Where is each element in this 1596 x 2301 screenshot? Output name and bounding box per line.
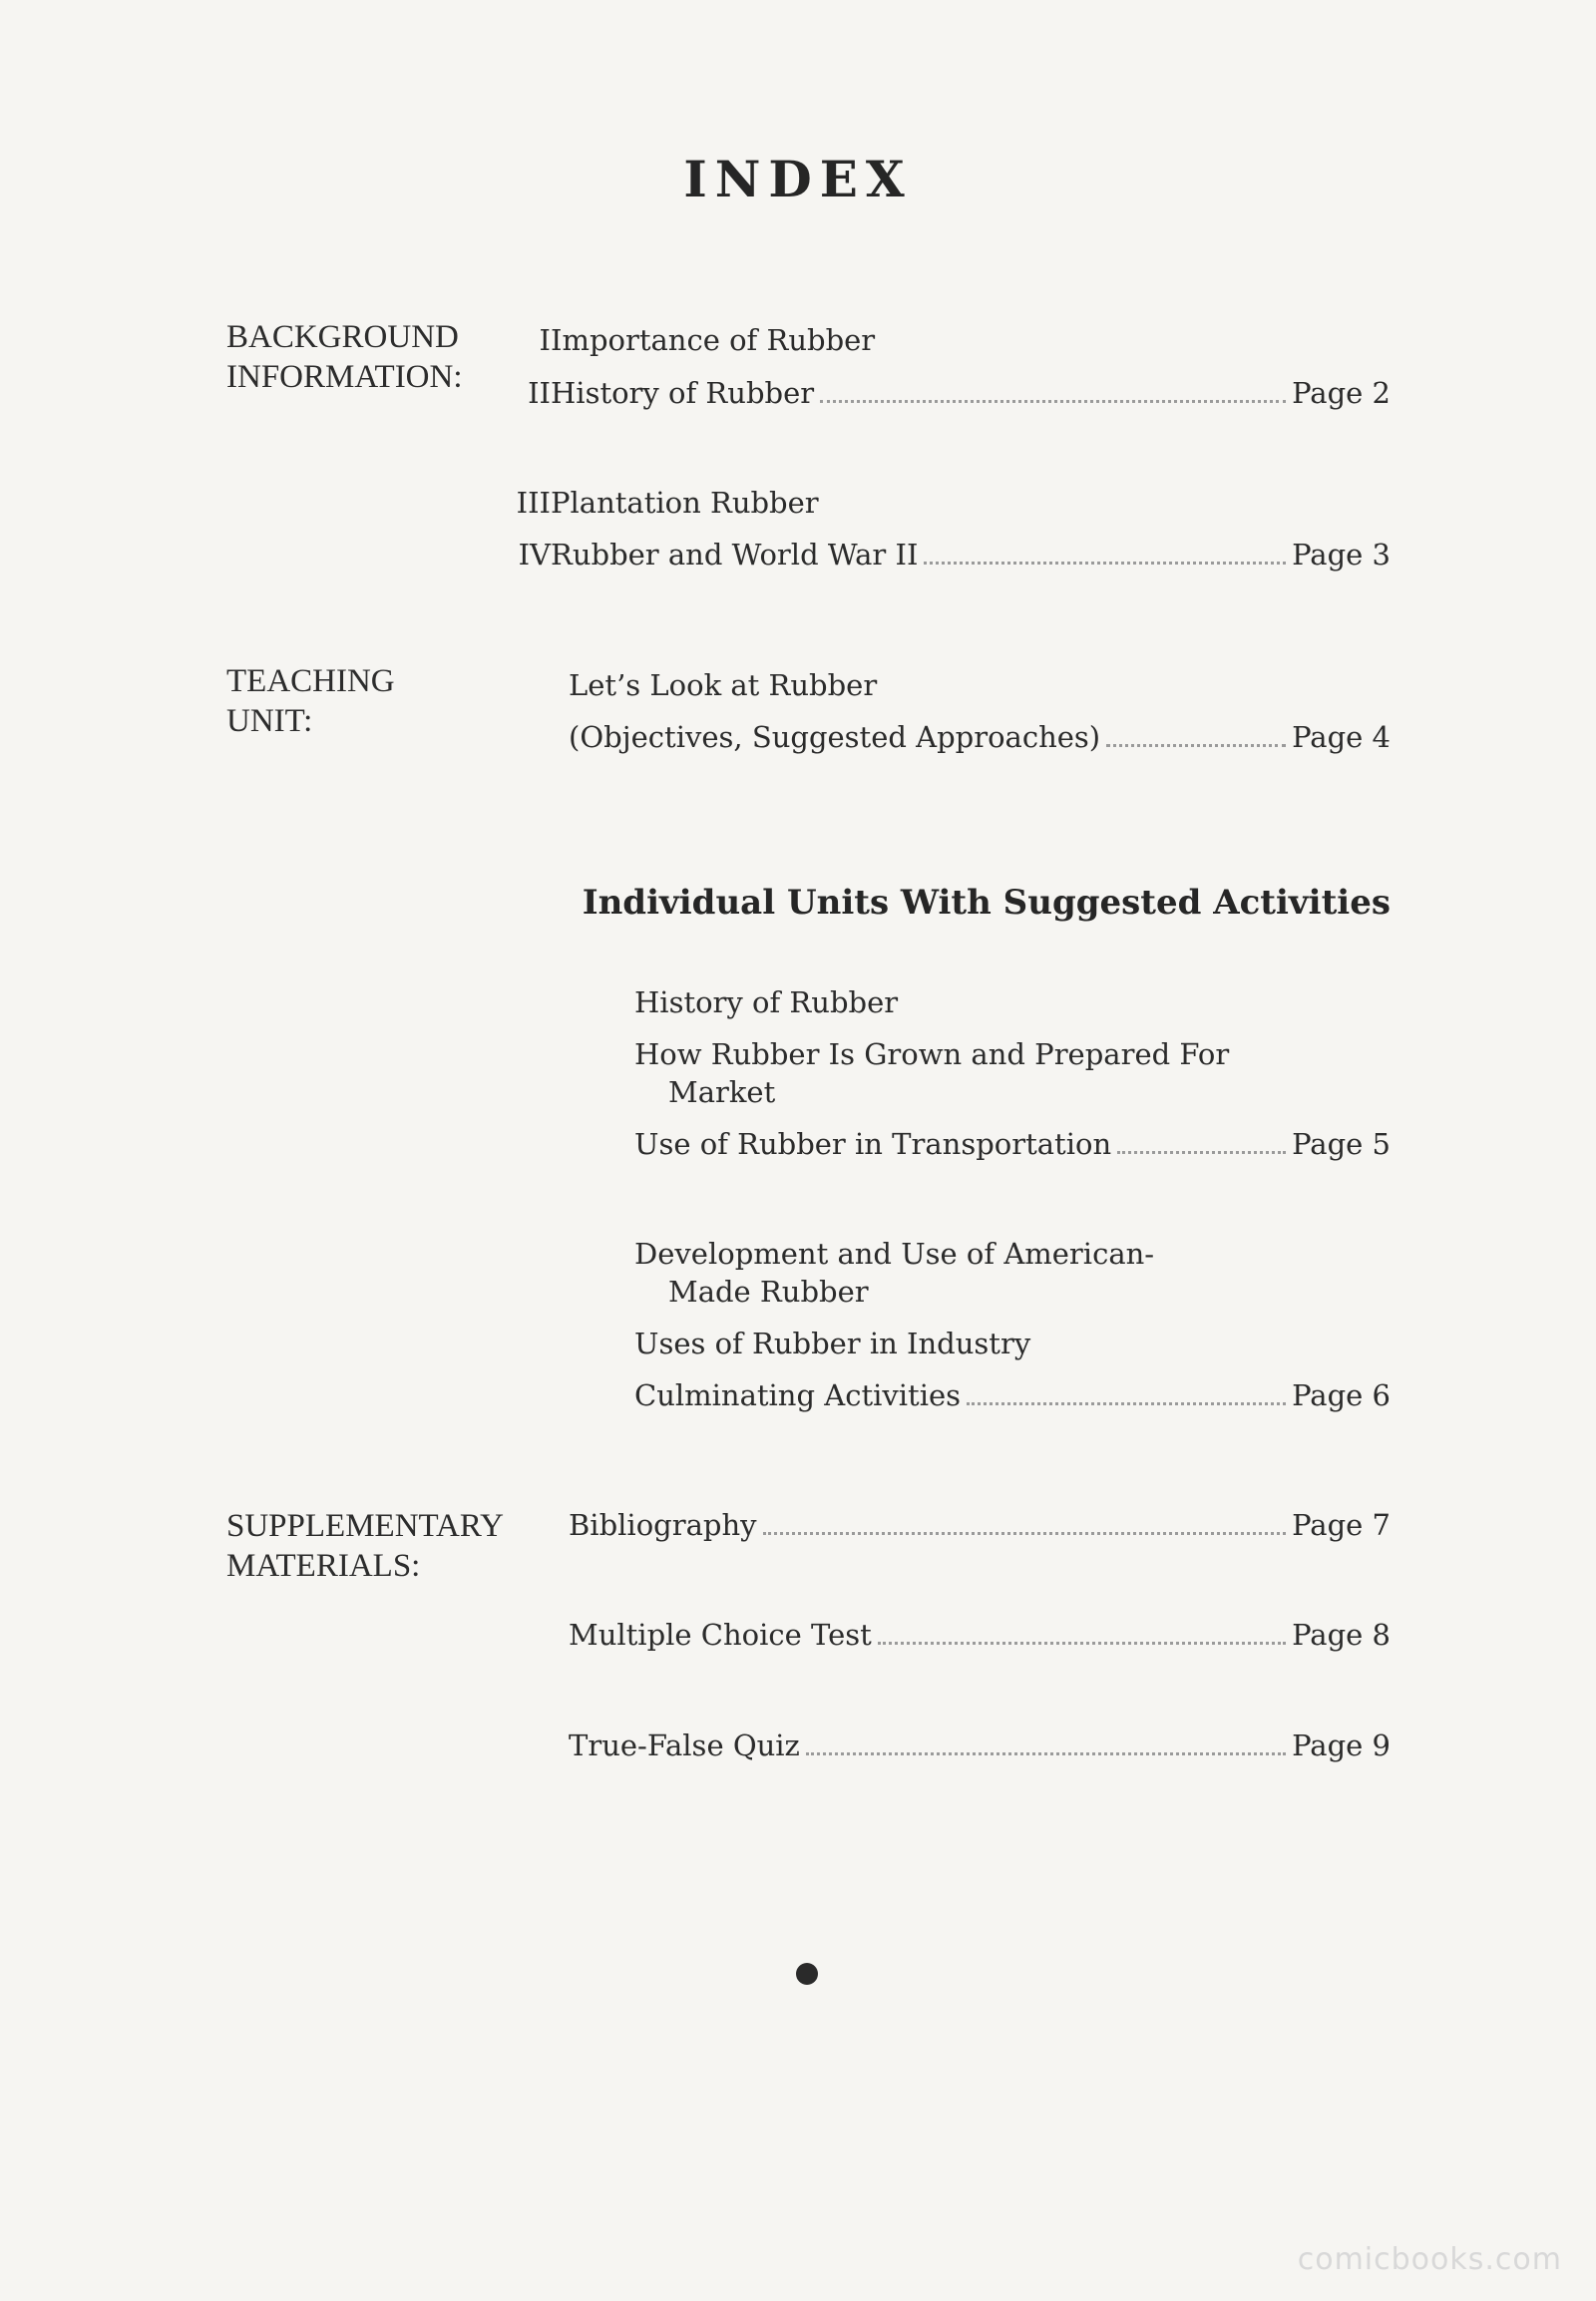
unit-entry-american-made: Development and Use of American- Made Rubber [634,1237,1155,1309]
dot-leader [763,1532,1287,1535]
dot-leader [820,400,1286,403]
ornament-dot [796,1963,818,1985]
dot-leader [806,1752,1286,1755]
index-entry-history: II History of Rubber Page 2 [528,376,1391,410]
unit-entry-history: History of Rubber [634,985,899,1019]
dot-leader [924,562,1286,565]
index-entry-world-war: IV Rubber and World War II Page 3 [518,538,1391,572]
unit-entry-grown: How Rubber Is Grown and Prepared For Market [634,1037,1230,1109]
unit-entry-transportation: Use of Rubber in Transportation Page 5 [634,1127,1391,1161]
section-label-background: BACKGROUND INFORMATION: [226,319,463,395]
dot-leader [1106,744,1286,747]
dot-leader [878,1642,1286,1645]
unit-entry-culminating: Culminating Activities Page 6 [634,1378,1391,1412]
section-label-supplementary: SUPPLEMENTARY MATERIALS: [226,1508,504,1584]
unit-entry-industry: Uses of Rubber in Industry [634,1327,1031,1360]
index-entry-lets-look: Let’s Look at Rubber [569,668,878,702]
dot-leader [967,1402,1286,1405]
section-label-teaching: TEACHING UNIT: [226,663,395,739]
watermark: comicbooks.com [1297,2242,1562,2277]
units-heading: Individual Units With Suggested Activities [582,883,1391,923]
index-entry-objectives: (Objectives, Suggested Approaches) Page 4 [569,720,1391,754]
index-entry-true-false: True-False Quiz Page 9 [569,1728,1391,1762]
index-entry-importance: I Importance of Rubber [539,323,876,357]
index-entry-multiple-choice: Multiple Choice Test Page 8 [569,1618,1391,1652]
index-entry-plantation: III Plantation Rubber [516,486,819,520]
index-entry-bibliography: Bibliography Page 7 [569,1508,1391,1542]
page-title: INDEX [683,150,913,208]
dot-leader [1117,1151,1286,1154]
